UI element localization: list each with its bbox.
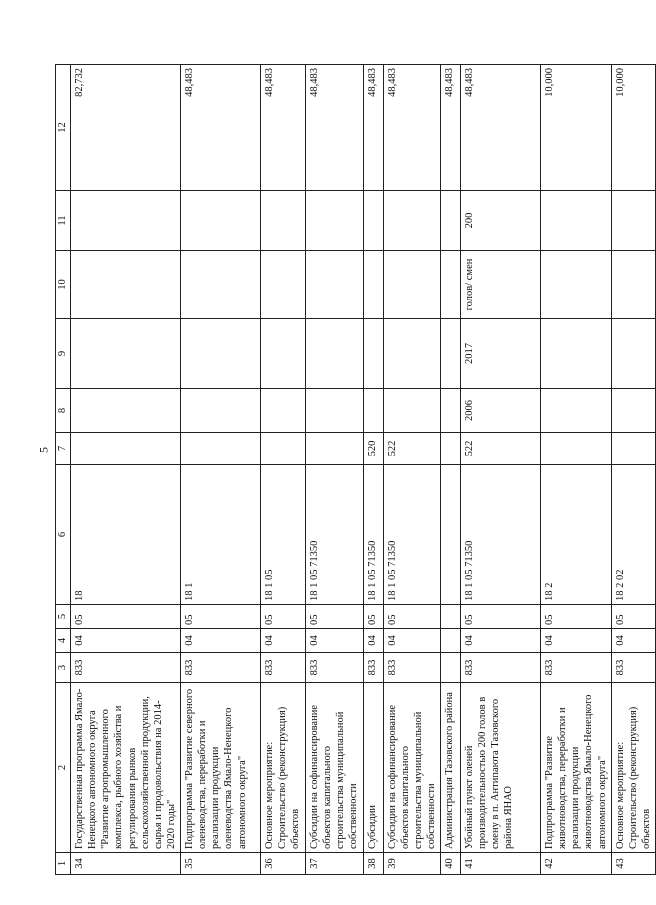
table-cell-col-10: [383, 251, 441, 319]
table-cell-col-11: [363, 191, 383, 251]
table-cell-col-5: [441, 605, 461, 629]
table-cell-col-1: 40: [441, 853, 461, 875]
table-cell-col-3: 833: [461, 653, 541, 683]
table-cell-col-2: Подпрограмма "Развитие животноводства, переработки и реализации продукции животноводства Ямало-Ненецкого автономного округа": [541, 683, 612, 853]
table-cell-col-1: 41: [461, 853, 541, 875]
table-cell-col-3: 833: [383, 653, 441, 683]
table-cell-col-10: [441, 251, 461, 319]
table-cell-col-7: [181, 433, 261, 465]
table-cell-col-6: 18 1: [181, 465, 261, 605]
table-cell-col-2: Подпрограмма "Развитие северного оленеводства, переработки и реализации продукции оленеводства Ямало-Ненецкого автономного округа": [181, 683, 261, 853]
table-cell-col-5: 05: [261, 605, 306, 629]
column-header-1: 1: [56, 853, 71, 875]
table-cell-col-12: 82,732: [71, 65, 181, 191]
table-cell-col-11: [306, 191, 364, 251]
table-cell-col-7: [261, 433, 306, 465]
table-row: [71, 65, 181, 875]
table-cell-col-2: Субсидии на софинансирование объектов капитального строительства муниципальной собственности: [306, 683, 364, 853]
table-cell-col-4: 04: [306, 629, 364, 653]
table-cell-col-7: [541, 433, 612, 465]
table-cell-col-10: [181, 251, 261, 319]
table-cell-col-7: [441, 433, 461, 465]
table-cell-col-3: 833: [71, 653, 181, 683]
table-cell-col-10: [261, 251, 306, 319]
table-cell-col-3: 833: [611, 653, 655, 683]
table-cell-col-9: [71, 319, 181, 389]
table-cell-col-6: 18 2 02: [611, 465, 655, 605]
table-cell-col-8: [611, 389, 655, 433]
table-cell-col-4: 04: [181, 629, 261, 653]
table-cell-col-8: [441, 389, 461, 433]
table-cell-col-8: [306, 389, 364, 433]
table-cell-col-9: [383, 319, 441, 389]
table-cell-col-3: 833: [261, 653, 306, 683]
table-cell-col-10: [71, 251, 181, 319]
table-cell-col-8: [541, 389, 612, 433]
column-header-3: 3: [56, 653, 71, 683]
table-cell-col-8: 2006: [461, 389, 541, 433]
table-cell-col-7: 522: [383, 433, 441, 465]
table-cell-col-2: Субсидии на софинансирование объектов капитального строительства муниципальной собственности: [383, 683, 441, 853]
table-cell-col-3: 833: [181, 653, 261, 683]
table-row: [181, 65, 261, 875]
table-cell-col-9: [306, 319, 364, 389]
table-cell-col-6: [441, 465, 461, 605]
table-cell-col-5: 05: [306, 605, 364, 629]
column-header-8: 8: [56, 389, 71, 433]
table-row: [363, 65, 383, 875]
column-header-6: 6: [56, 465, 71, 605]
table-cell-col-12: 10,000: [611, 65, 655, 191]
table-cell-col-7: [611, 433, 655, 465]
table-cell-col-11: [441, 191, 461, 251]
table-body: [71, 65, 656, 875]
table-cell-col-6: 18: [71, 465, 181, 605]
table-cell-col-11: [541, 191, 612, 251]
table-cell-col-1: 42: [541, 853, 612, 875]
table-cell-col-3: [441, 653, 461, 683]
table-cell-col-9: 2017: [461, 319, 541, 389]
table-row: [611, 65, 655, 875]
column-header-9: 9: [56, 319, 71, 389]
table-cell-col-9: [363, 319, 383, 389]
column-header-2: 2: [56, 683, 71, 853]
table-cell-col-5: 05: [363, 605, 383, 629]
table-cell-col-1: 38: [363, 853, 383, 875]
table-cell-col-9: [441, 319, 461, 389]
table-cell-col-12: 48,483: [441, 65, 461, 191]
table-cell-col-5: 05: [541, 605, 612, 629]
table-cell-col-12: 48,483: [461, 65, 541, 191]
table-cell-col-3: 833: [363, 653, 383, 683]
table-cell-col-11: [181, 191, 261, 251]
table-cell-col-8: [261, 389, 306, 433]
table-cell-col-2: Основное мероприятие: Строительство (реконструкция) объектов: [261, 683, 306, 853]
table-cell-col-12: 48,483: [181, 65, 261, 191]
table-cell-col-5: 05: [611, 605, 655, 629]
table-cell-col-4: 04: [541, 629, 612, 653]
table-cell-col-11: [383, 191, 441, 251]
table-cell-col-1: 43: [611, 853, 655, 875]
table-cell-col-8: [71, 389, 181, 433]
page-number: 5: [36, 447, 51, 453]
table-cell-col-9: [181, 319, 261, 389]
table-row: [441, 65, 461, 875]
table-cell-col-6: 18 1 05 71350: [306, 465, 364, 605]
table-cell-col-12: 48,483: [261, 65, 306, 191]
table-cell-col-11: [611, 191, 655, 251]
table-cell-col-3: 833: [306, 653, 364, 683]
table-cell-col-11: 200: [461, 191, 541, 251]
table-cell-col-8: [181, 389, 261, 433]
table-cell-col-8: [363, 389, 383, 433]
table-cell-col-9: [541, 319, 612, 389]
table-cell-col-4: 04: [261, 629, 306, 653]
budget-table-rotated: [55, 65, 652, 875]
table-cell-col-5: 05: [181, 605, 261, 629]
table-row: [383, 65, 441, 875]
table-cell-col-7: 520: [363, 433, 383, 465]
table-cell-col-1: 35: [181, 853, 261, 875]
column-header-4: 4: [56, 629, 71, 653]
table-cell-col-12: 48,483: [383, 65, 441, 191]
table-cell-col-2: Государственная программа Ямало-Ненецкого автономного округа "Развитие агропромышленного комплекса, рыбного хозяйства и регулирования рынков сельскохозяйственной продукции, сырья и продовольствия на 2014-2020 годы": [71, 683, 181, 853]
table-cell-col-5: 05: [383, 605, 441, 629]
table-cell-col-7: [71, 433, 181, 465]
table-cell-col-3: 833: [541, 653, 612, 683]
column-header-7: 7: [56, 433, 71, 465]
table-cell-col-12: 48,483: [363, 65, 383, 191]
table-cell-col-11: [71, 191, 181, 251]
budget-table: [55, 64, 656, 875]
table-cell-col-10: [306, 251, 364, 319]
table-cell-col-12: 48,483: [306, 65, 364, 191]
table-cell-col-5: 05: [461, 605, 541, 629]
table-cell-col-4: 04: [363, 629, 383, 653]
table-row: [306, 65, 364, 875]
table-cell-col-10: [541, 251, 612, 319]
table-cell-col-4: 04: [71, 629, 181, 653]
table-cell-col-4: 04: [383, 629, 441, 653]
table-cell-col-2: Основное мероприятие: Строительство (реконструкция) объектов: [611, 683, 655, 853]
table-cell-col-2: Администрация Тазовского района: [441, 683, 461, 853]
table-cell-col-4: 04: [461, 629, 541, 653]
table-cell-col-4: 04: [611, 629, 655, 653]
table-cell-col-4: [441, 629, 461, 653]
table-cell-col-6: 18 1 05 71350: [363, 465, 383, 605]
table-cell-col-9: [261, 319, 306, 389]
header-row: [56, 65, 71, 875]
table-cell-col-5: 05: [71, 605, 181, 629]
table-cell-col-2: Субсидии: [363, 683, 383, 853]
table-cell-col-1: 36: [261, 853, 306, 875]
table-cell-col-11: [261, 191, 306, 251]
table-cell-col-1: 34: [71, 853, 181, 875]
column-header-5: 5: [56, 605, 71, 629]
table-cell-col-6: 18 2: [541, 465, 612, 605]
table-cell-col-7: 522: [461, 433, 541, 465]
table-row: [461, 65, 541, 875]
table-cell-col-8: [383, 389, 441, 433]
table-cell-col-1: 37: [306, 853, 364, 875]
column-header-12: 12: [56, 65, 71, 191]
column-header-11: 11: [56, 191, 71, 251]
table-cell-col-6: 18 1 05: [261, 465, 306, 605]
table-cell-col-10: [363, 251, 383, 319]
table-cell-col-2: Убойный пункт оленей производительностью 200 голов в смену в п. Антипаюта Тазовского района ЯНАО: [461, 683, 541, 853]
table-row: [541, 65, 612, 875]
table-cell-col-6: 18 1 05 71350: [461, 465, 541, 605]
table-cell-col-1: 39: [383, 853, 441, 875]
table-row: [261, 65, 306, 875]
table-cell-col-7: [306, 433, 364, 465]
table-cell-col-6: 18 1 05 71350: [383, 465, 441, 605]
column-header-10: 10: [56, 251, 71, 319]
table-cell-col-10: голов/ смен: [461, 251, 541, 319]
table-cell-col-9: [611, 319, 655, 389]
table-cell-col-12: 10,000: [541, 65, 612, 191]
table-cell-col-10: [611, 251, 655, 319]
